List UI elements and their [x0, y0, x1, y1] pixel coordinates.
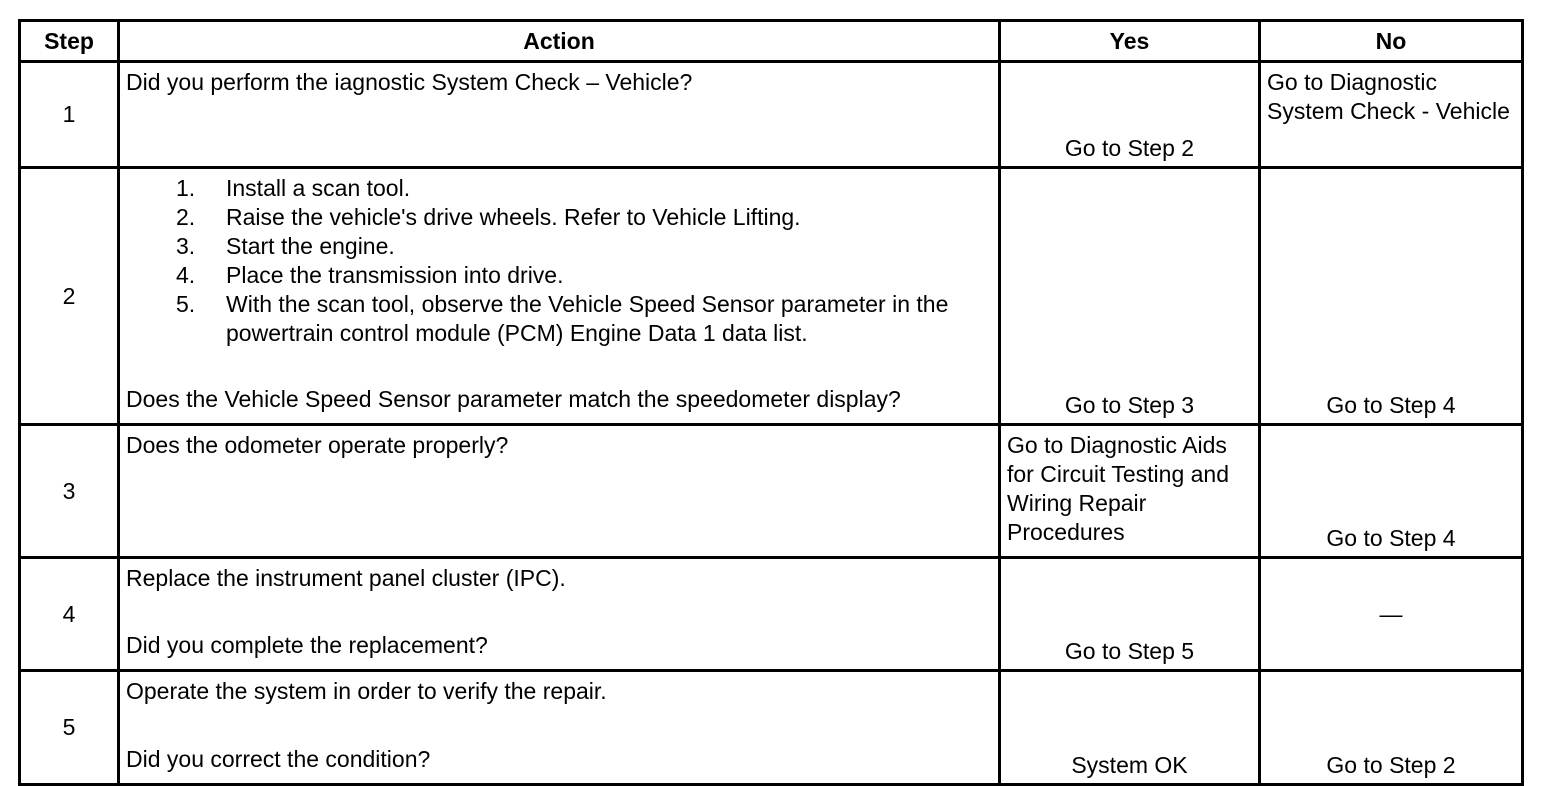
list-item — [176, 174, 992, 203]
header-no: No — [1260, 21, 1523, 62]
action-question: Does the Vehicle Speed Sensor parameter match the speedometer display? — [126, 386, 901, 412]
list-item — [176, 261, 992, 290]
table-row — [20, 62, 1523, 168]
step-number: 4 — [20, 558, 119, 671]
yes-cell: System OK — [1000, 671, 1260, 785]
list-item-text: With the scan tool, observe the Vehicle Speed Sensor parameter in the powertrain control module (PCM) Engine Data 1 data list. — [226, 291, 949, 346]
diagnostic-table — [18, 19, 1521, 778]
no-cell: Go to Step 4 — [1260, 168, 1523, 425]
no-cell: — — [1260, 558, 1523, 671]
action-question: Did you complete the replacement? — [126, 632, 488, 658]
action-question: Does the odometer operate properly? — [126, 432, 509, 458]
list-item-text: Place the transmission into drive. — [226, 262, 564, 288]
list-item-number: 1. — [176, 175, 196, 201]
action-instruction: Replace the instrument panel cluster (IPC). — [126, 565, 566, 591]
no-cell: Go to Step 2 — [1260, 671, 1523, 785]
list-item-text: Raise the vehicle's drive wheels. Refer to Vehicle Lifting. — [226, 204, 801, 230]
list-item — [176, 203, 992, 232]
list-item-number: 2. — [176, 204, 196, 230]
step-number: 3 — [20, 425, 119, 558]
table-row — [20, 168, 1523, 425]
yes-cell: Go to Step 3 — [1000, 168, 1260, 425]
yes-cell: Go to Step 2 — [1000, 62, 1260, 168]
list-item — [176, 290, 992, 348]
header-yes: Yes — [1000, 21, 1260, 62]
list-item-number: 3. — [176, 233, 196, 259]
action-cell — [119, 168, 1000, 425]
yes-cell: Go to Step 5 — [1000, 558, 1260, 671]
action-cell — [119, 671, 1000, 785]
action-cell — [119, 558, 1000, 671]
table-row — [20, 671, 1523, 785]
table-row — [20, 558, 1523, 671]
action-cell — [119, 62, 1000, 168]
yes-cell: Go to Diagnostic Aids for Circuit Testing and Wiring Repair Procedures — [1000, 425, 1260, 558]
list-item — [176, 232, 992, 261]
step-number: 1 — [20, 62, 119, 168]
action-instruction: Operate the system in order to verify the repair. — [126, 678, 607, 704]
action-cell — [119, 425, 1000, 558]
header-step: Step — [20, 21, 119, 62]
diagnostic-table-grid — [18, 19, 1524, 786]
step-number: 5 — [20, 671, 119, 785]
header-row — [20, 21, 1523, 62]
table-row — [20, 425, 1523, 558]
list-item-number: 4. — [176, 262, 196, 288]
list-item-text: Start the engine. — [226, 233, 395, 259]
action-steps-list — [126, 174, 992, 348]
no-cell: Go to Diagnostic System Check - Vehicle — [1260, 62, 1523, 168]
no-cell: Go to Step 4 — [1260, 425, 1523, 558]
list-item-number: 5. — [176, 291, 196, 317]
list-item-text: Install a scan tool. — [226, 175, 411, 201]
step-number: 2 — [20, 168, 119, 425]
header-action: Action — [119, 21, 1000, 62]
action-question: Did you correct the condition? — [126, 746, 431, 772]
action-question: Did you perform the iagnostic System Check – Vehicle? — [126, 69, 693, 95]
